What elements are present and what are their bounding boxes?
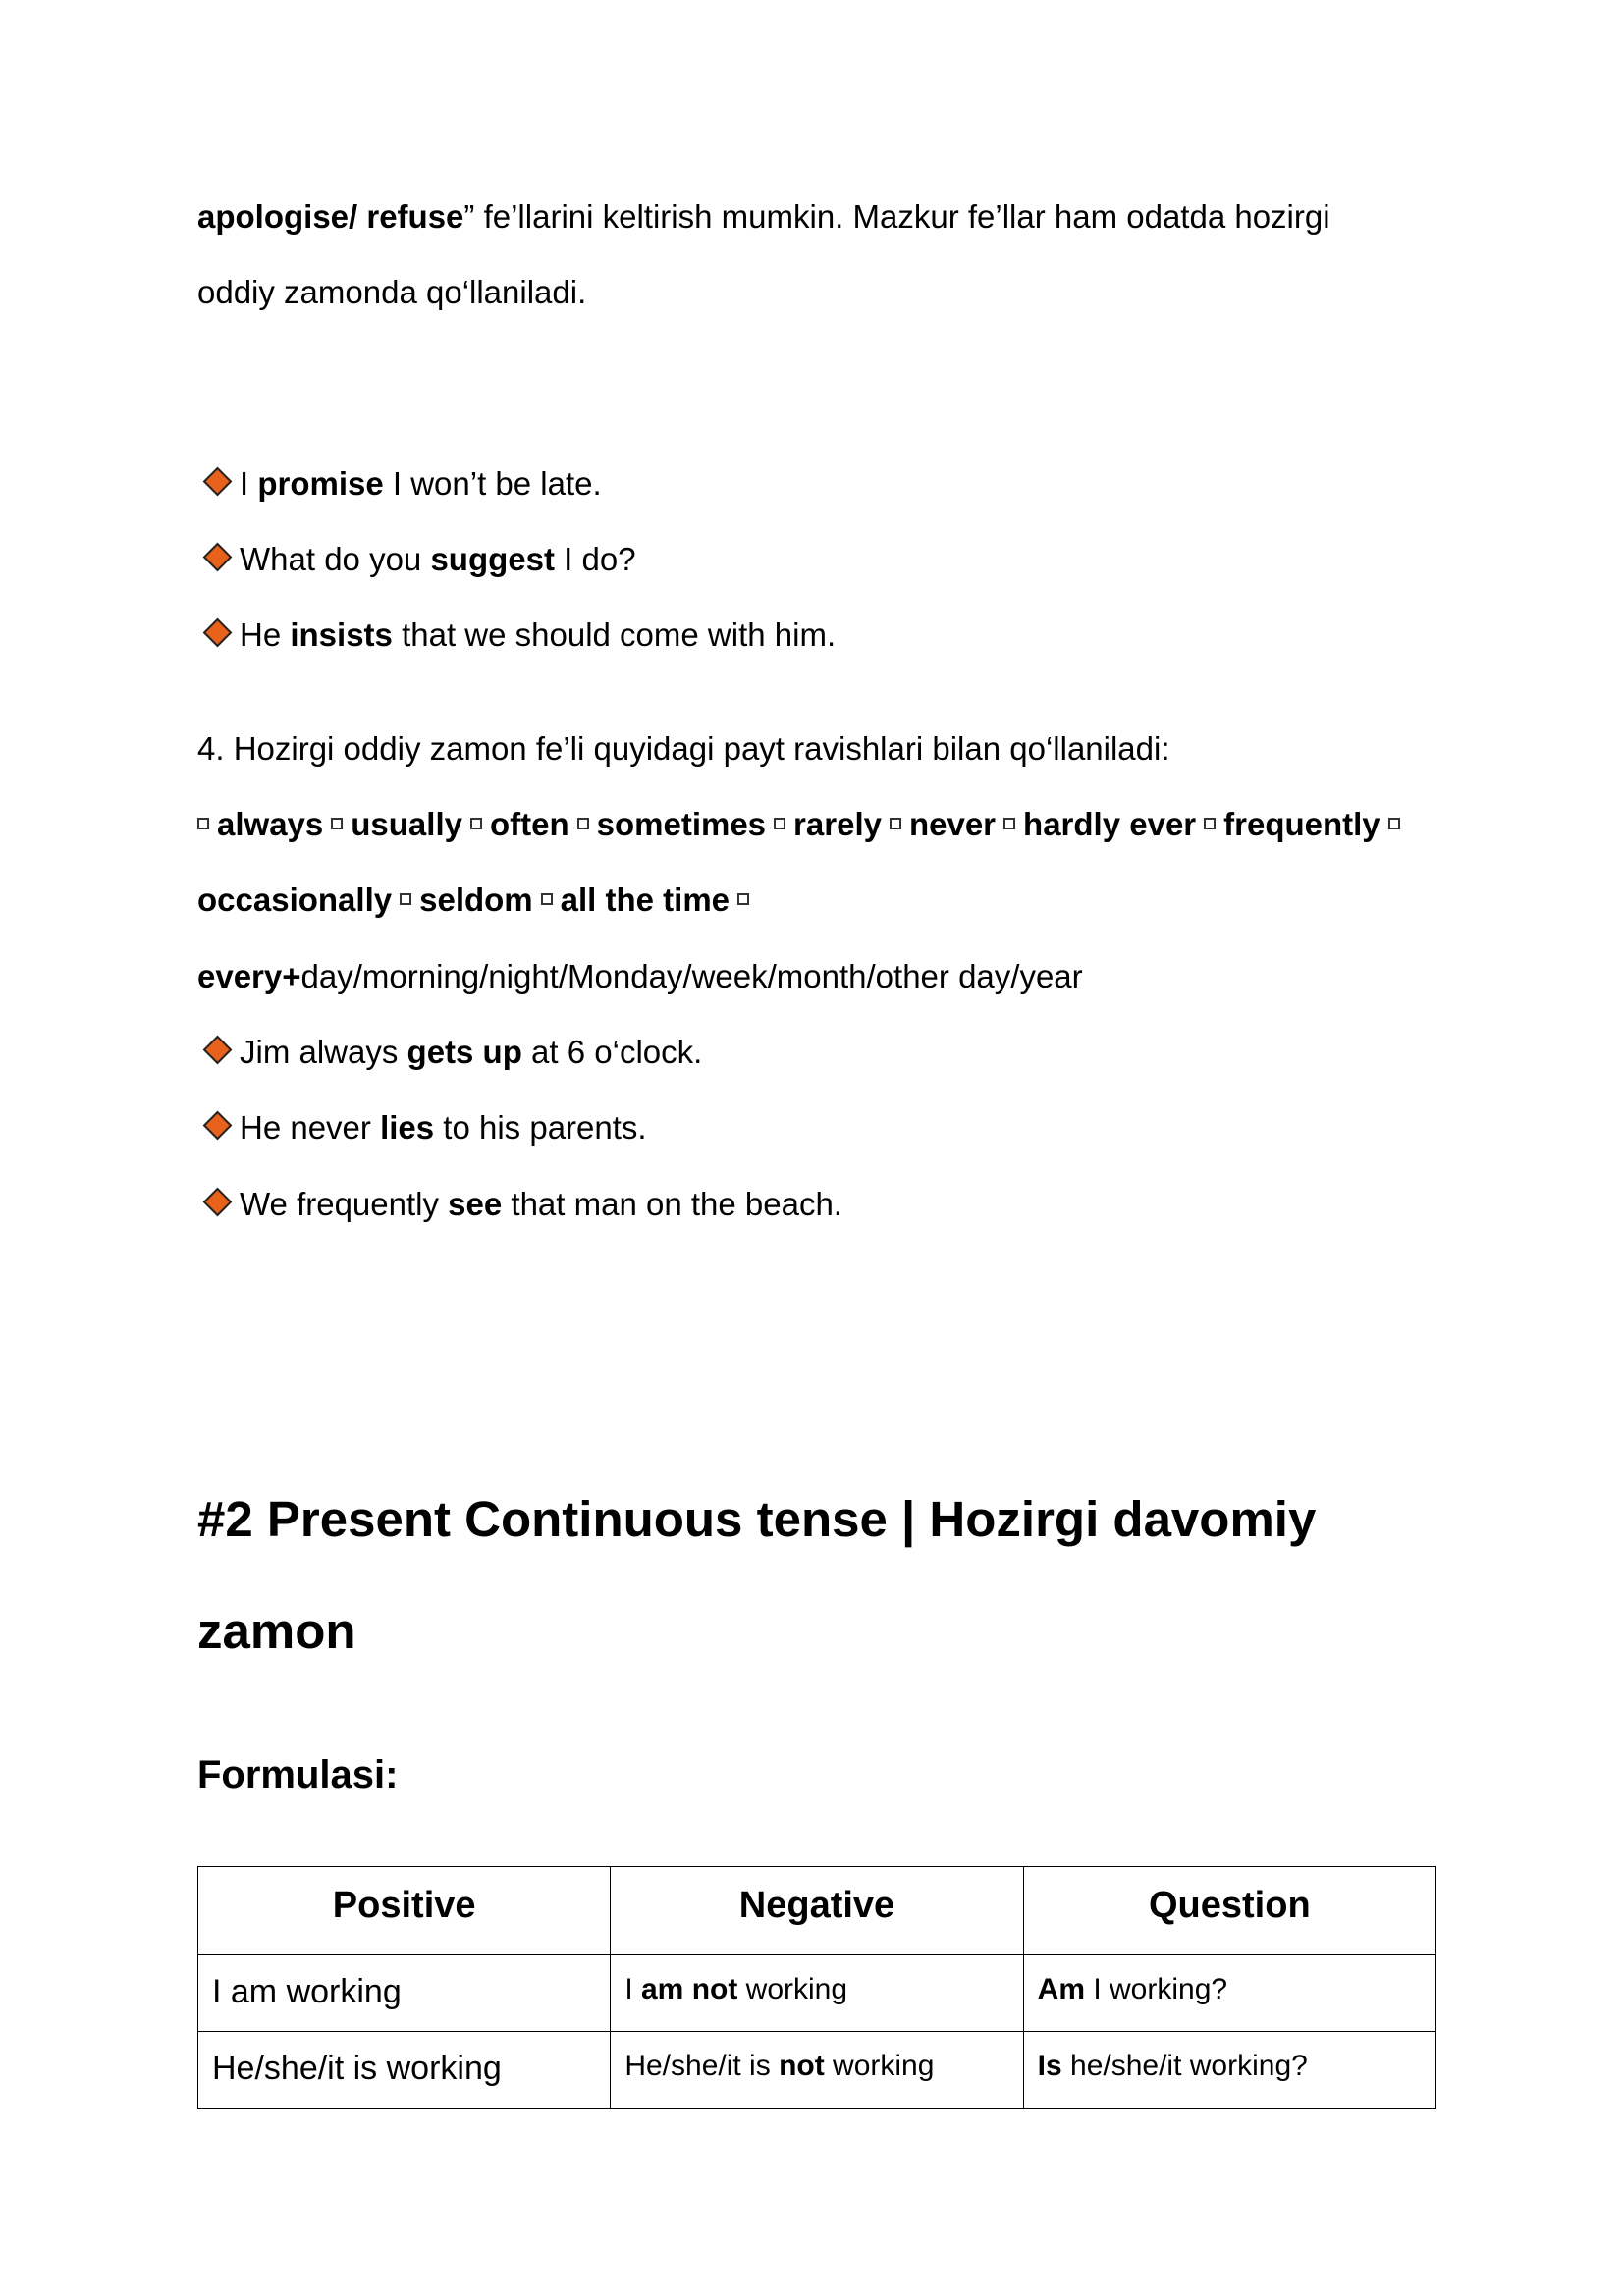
diamond-bullet-icon xyxy=(203,1188,233,1217)
square-bullet-icon xyxy=(470,818,482,829)
square-bullet-icon xyxy=(737,893,749,905)
intro-line-2: oddiy zamonda qo‘llaniladi. xyxy=(197,274,587,310)
adverbs-line-1: always usually often sometimes rarely never hardly ever frequently xyxy=(197,805,1408,844)
example-item: He never lies to his parents. xyxy=(199,1108,647,1148)
square-bullet-icon xyxy=(1204,818,1216,829)
example-item: Jim always gets up at 6 o‘clock. xyxy=(199,1033,702,1072)
square-bullet-icon xyxy=(1003,818,1015,829)
square-bullet-icon xyxy=(890,818,901,829)
cell-question: Is he/she/it working? xyxy=(1023,2032,1435,2109)
square-bullet-icon xyxy=(331,818,343,829)
formula-label: Formulasi: xyxy=(197,1753,399,1796)
cell-negative: I am not working xyxy=(611,1955,1023,2032)
square-bullet-icon xyxy=(774,818,785,829)
cell-positive: He/she/it is working xyxy=(198,2032,611,2109)
example-item: He insists that we should come with him. xyxy=(199,615,836,655)
table-row xyxy=(198,2032,1436,2109)
adverbs-line-2: occasionally seldom all the time xyxy=(197,881,757,920)
section-title-line-2: zamon xyxy=(197,1603,356,1659)
table-row xyxy=(198,1955,1436,2032)
diamond-bullet-icon xyxy=(203,467,233,497)
header-positive: Positive xyxy=(198,1867,611,1955)
intro-line-1: apologise/ refuse” fe’llarini keltirish mumkin. Mazkur fe’llar ham odatda hozirgi xyxy=(197,198,1330,235)
cell-negative: He/she/it is not working xyxy=(611,2032,1023,2109)
square-bullet-icon xyxy=(541,893,553,905)
diamond-bullet-icon xyxy=(203,543,233,572)
example-item: We frequently see that man on the beach. xyxy=(199,1185,842,1224)
diamond-bullet-icon xyxy=(203,618,233,648)
square-bullet-icon xyxy=(400,893,411,905)
example-item: What do you suggest I do? xyxy=(199,540,636,579)
table-header-row xyxy=(198,1867,1436,1955)
square-bullet-icon xyxy=(577,818,589,829)
square-bullet-icon xyxy=(1388,818,1400,829)
rule-4: 4. Hozirgi oddiy zamon fe’li quyidagi payt ravishlari bilan qo‘llaniladi: xyxy=(197,730,1170,767)
diamond-bullet-icon xyxy=(203,1111,233,1141)
section-title-line-1: #2 Present Continuous tense | Hozirgi davomiy xyxy=(197,1491,1317,1547)
intro-bold: apologise/ refuse xyxy=(197,198,464,235)
cell-question: Am I working? xyxy=(1023,1955,1435,2032)
example-item: I promise I won’t be late. xyxy=(199,464,602,504)
header-question: Question xyxy=(1023,1867,1435,1955)
square-bullet-icon xyxy=(197,818,209,829)
formula-table xyxy=(197,1866,1436,2109)
every-line: every+day/morning/night/Monday/week/month/other day/year xyxy=(197,958,1083,994)
cell-positive: I am working xyxy=(198,1955,611,2032)
header-negative: Negative xyxy=(611,1867,1023,1955)
diamond-bullet-icon xyxy=(203,1036,233,1065)
